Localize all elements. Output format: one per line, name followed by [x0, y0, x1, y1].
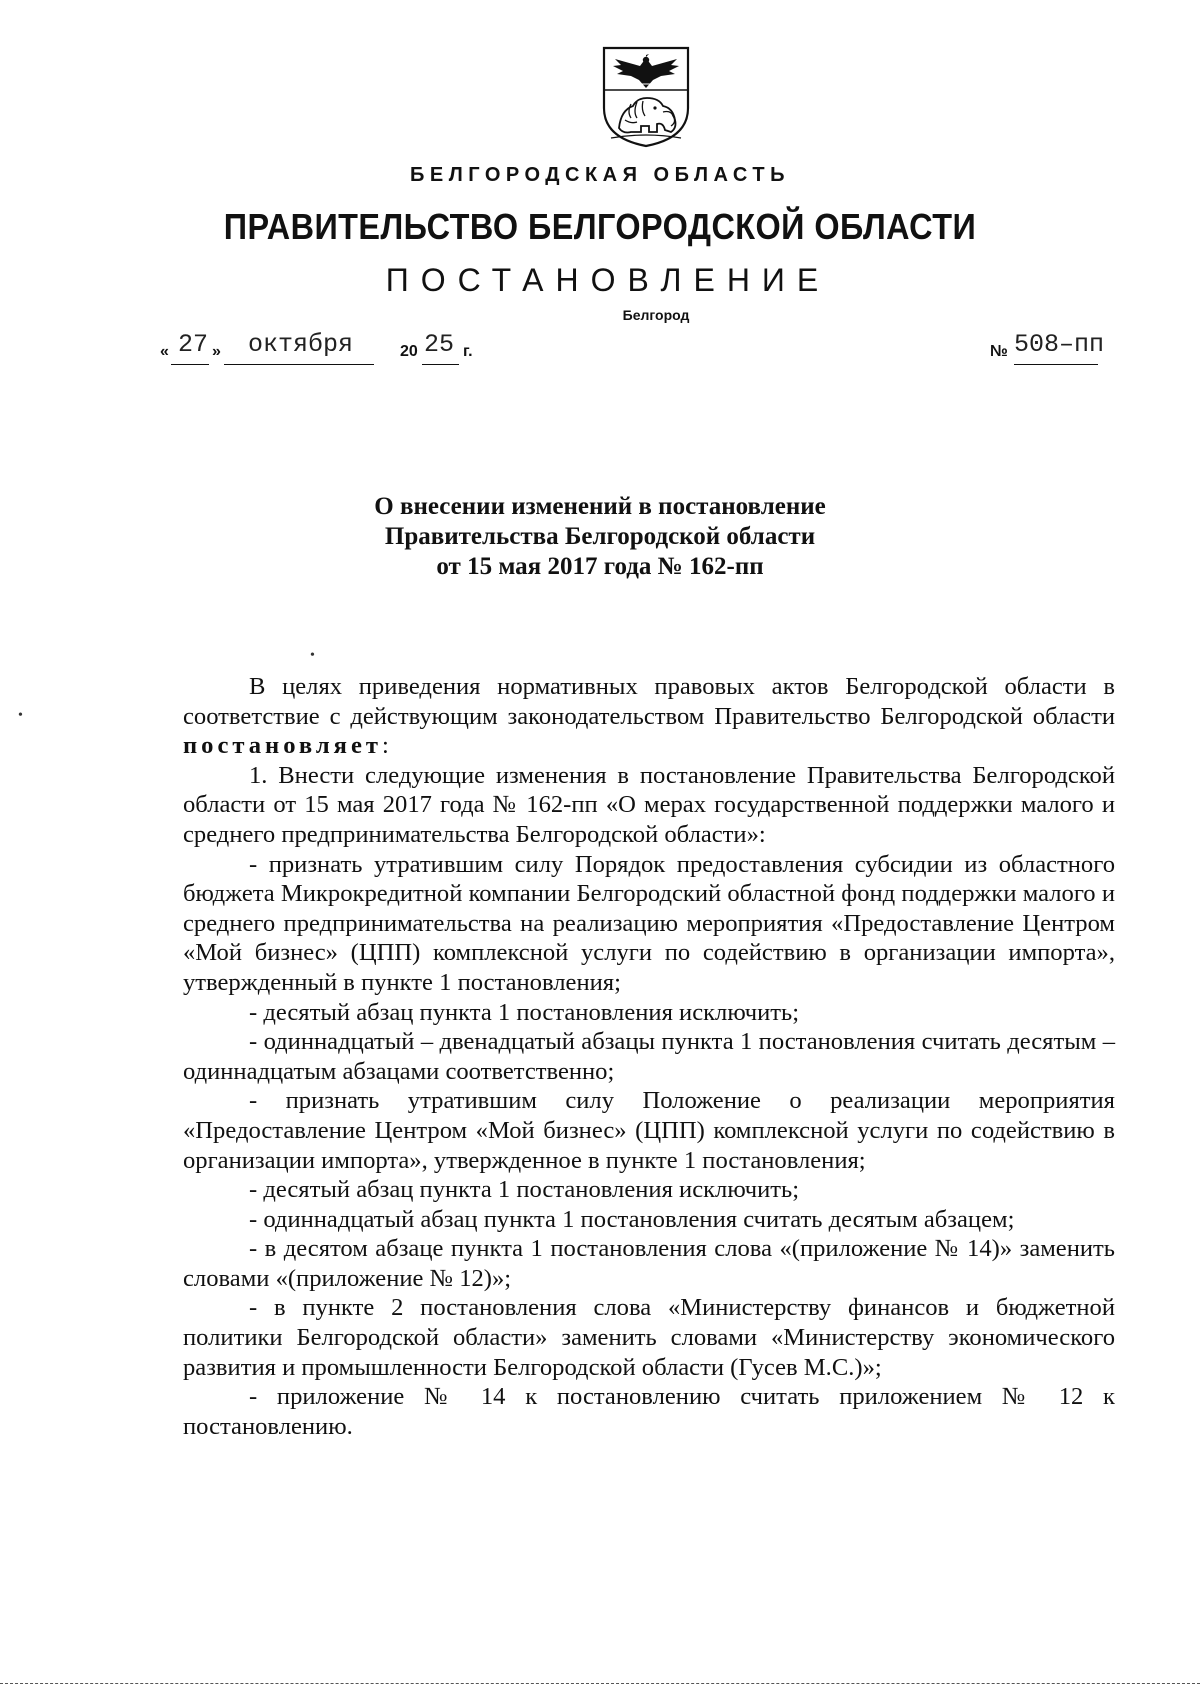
intro-text: В целях приведения нормативных правовых актов Белгородской области в соответствие с действующим законодательством Правительство Белгородской области: [183, 673, 1115, 730]
item-1: 1. Внести следующие изменения в постановление Правительства Белгородской области от 15 мая 2017 года № 162-пп «О мерах государственной поддержки малого и среднего предпринимательства Белгородской области»:: [183, 761, 1115, 848]
document-title: [0, 492, 1200, 582]
date-month: октября: [248, 330, 354, 359]
document-type: ПОСТАНОВЛЕНИЕ: [385, 262, 831, 298]
city-name: Белгород: [622, 307, 690, 323]
bullet-5: - десятый абзац пункта 1 постановления исключить;: [249, 1176, 800, 1204]
date-year-mark: г.: [463, 343, 473, 360]
date-close-quote: »: [212, 343, 221, 360]
scan-mark: •: [310, 648, 315, 663]
bullet-4: - признать утратившим силу Положение о реализации мероприятия «Предоставление Центром «Мой бизнес» (ЦПП) комплексной услуги по содействию в организации импорта», утвержденное в пункте 1 постановления;: [183, 1087, 1115, 1174]
bullet-9: - приложение № 14 к постановлению считать приложением № 12 к постановлению.: [183, 1383, 1115, 1440]
bullet-6: - одиннадцатый абзац пункта 1 постановления считать десятым абзацем;: [249, 1205, 1015, 1233]
bullet-7: - в десятом абзаце пункта 1 постановления слова «(приложение № 14)» заменить словами «(приложение № 12)»;: [183, 1235, 1115, 1292]
page-bottom-rule: [0, 1683, 1200, 1684]
day-underline: [171, 364, 209, 365]
date-year-prefix: 20: [400, 343, 418, 360]
date-year-suffix: 25: [424, 330, 455, 359]
scan-mark: •: [18, 708, 23, 723]
intro-paragraph: [183, 672, 1115, 761]
number-sign: №: [990, 343, 1008, 360]
date-day: 27: [178, 330, 209, 359]
document-number: [990, 330, 1110, 366]
government-name: ПРАВИТЕЛЬСТВО БЕЛГОРОДСКОЙ ОБЛАСТИ: [223, 206, 977, 247]
month-underline: [224, 364, 374, 365]
intro-colon: :: [381, 732, 389, 760]
title-line-1: О внесении изменений в постановление: [374, 493, 826, 520]
date-open-quote: «: [160, 343, 169, 360]
intro-spaced-word: постановляет: [183, 732, 382, 760]
title-line-2: Правительства Белгородской области: [384, 523, 816, 550]
bullet-8: - в пункте 2 постановления слова «Министерству финансов и бюджетной политики Белгородской области» заменить словами «Министерству экономического развития и промышленности Белгородской области (Гусев М.С.)»;: [183, 1294, 1115, 1381]
number-value: 508–пп: [1014, 330, 1105, 359]
bullet-3: - одиннадцатый – двенадцатый абзацы пункта 1 постановления считать десятым – одиннадцатым абзацами соответственно;: [183, 1028, 1115, 1085]
region-name: БЕЛГОРОДСКАЯ ОБЛАСТЬ: [410, 164, 790, 186]
bullet-2: - десятый абзац пункта 1 постановления исключить;: [249, 998, 800, 1026]
number-underline: [1014, 364, 1098, 365]
title-line-3: от 15 мая 2017 года № 162-пп: [436, 553, 764, 580]
coat-of-arms-icon: [601, 46, 691, 148]
document-body: [183, 672, 1115, 1441]
bullet-1: - признать утратившим силу Порядок предоставления субсидии из областного бюджета Микрокредитной компании Белгородский областной фонд поддержки малого и среднего предпринимательства на реализацию мероприятия «Предоставление Центром «Мой бизнес» (ЦПП) комплексной услуги по содействию в организации импорта», утвержденный в пункте 1 постановления;: [183, 850, 1115, 996]
year-underline: [422, 364, 459, 365]
